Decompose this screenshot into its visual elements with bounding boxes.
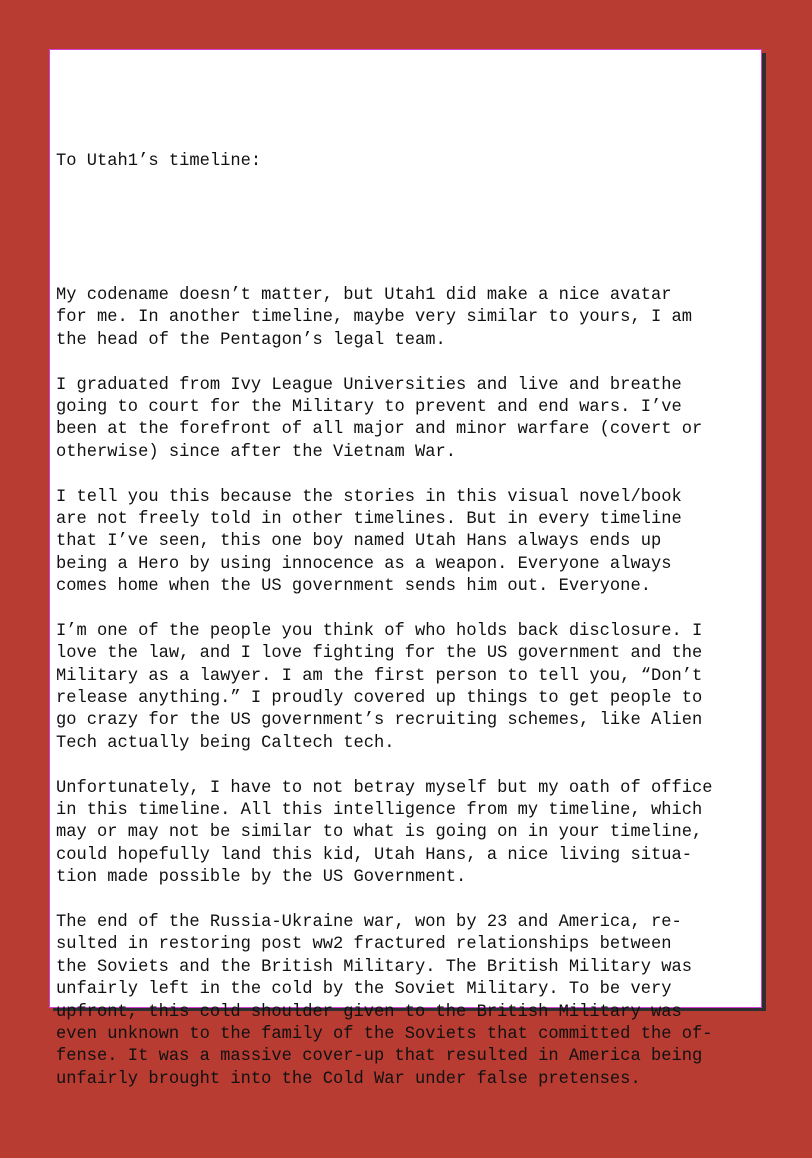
text-line: upfront, this cold shoulder given to the British Military was: [56, 1002, 682, 1022]
text-line: release anything.” I proudly covered up things to get people to: [56, 689, 703, 709]
document-page: [49, 49, 762, 1089]
text-line: the Soviets and the British Military. The British Military was: [56, 957, 692, 977]
text-line: Tech actually being Caltech tech.: [56, 733, 395, 753]
salutation-paragraph: [56, 106, 776, 218]
body-paragraph: [56, 285, 776, 352]
document-text: [56, 61, 776, 1158]
text-line: The end of the Russia-Ukraine war, won by 23 and America, re-: [56, 912, 682, 932]
body-paragraph: [56, 621, 776, 755]
text-line: are not freely told in other timelines. But in every timeline: [56, 509, 682, 529]
text-line: fense. It was a massive cover-up that resulted in America being: [56, 1047, 703, 1067]
text-line: I tell you this because the stories in this visual novel/book: [56, 487, 682, 507]
body-paragraphs: [56, 285, 776, 1091]
salutation-line: To Utah1’s timeline:: [56, 151, 262, 171]
text-line: comes home when the US government sends him out. Everyone.: [56, 577, 651, 597]
body-paragraph: [56, 912, 776, 1091]
text-line: being a Hero by using innocence as a weapon. Everyone always: [56, 554, 672, 574]
text-line: Military as a lawyer. I am the first person to tell you, “Don’t: [56, 666, 703, 686]
text-line: My codename doesn’t matter, but Utah1 did make a nice avatar: [56, 286, 672, 306]
text-line: may or may not be similar to what is going on in your timeline,: [56, 823, 703, 843]
body-paragraph: [56, 778, 776, 890]
text-line: that I’ve seen, this one boy named Utah Hans always ends up: [56, 532, 662, 552]
text-line: Unfortunately, I have to not betray myself but my oath of office: [56, 778, 713, 798]
text-line: I graduated from Ivy League Universities and live and breathe: [56, 375, 682, 395]
text-line: otherwise) since after the Vietnam War.: [56, 442, 457, 462]
text-line: the head of the Pentagon’s legal team.: [56, 330, 446, 350]
text-line: unfairly brought into the Cold War under false pretenses.: [56, 1069, 641, 1089]
text-line: sulted in restoring post ww2 fractured relationships between: [56, 935, 672, 955]
text-line: been at the forefront of all major and minor warfare (covert or: [56, 420, 703, 440]
text-line: going to court for the Military to prevent and end wars. I’ve: [56, 397, 682, 417]
text-line: love the law, and I love fighting for the US government and the: [56, 644, 703, 664]
text-line: I’m one of the people you think of who holds back disclosure. I: [56, 621, 703, 641]
text-line: could hopefully land this kid, Utah Hans, a nice living situa-: [56, 845, 692, 865]
text-line: tion made possible by the US Government.: [56, 868, 467, 888]
text-line: go crazy for the US government’s recruiting schemes, like Alien: [56, 711, 703, 731]
body-paragraph: [56, 487, 776, 599]
text-line: in this timeline. All this intelligence from my timeline, which: [56, 801, 703, 821]
body-paragraph: [56, 375, 776, 465]
text-line: for me. In another timeline, maybe very similar to yours, I am: [56, 308, 692, 328]
text-line: unfairly left in the cold by the Soviet Military. To be very: [56, 980, 672, 1000]
text-line: even unknown to the family of the Soviets that committed the of-: [56, 1024, 713, 1044]
